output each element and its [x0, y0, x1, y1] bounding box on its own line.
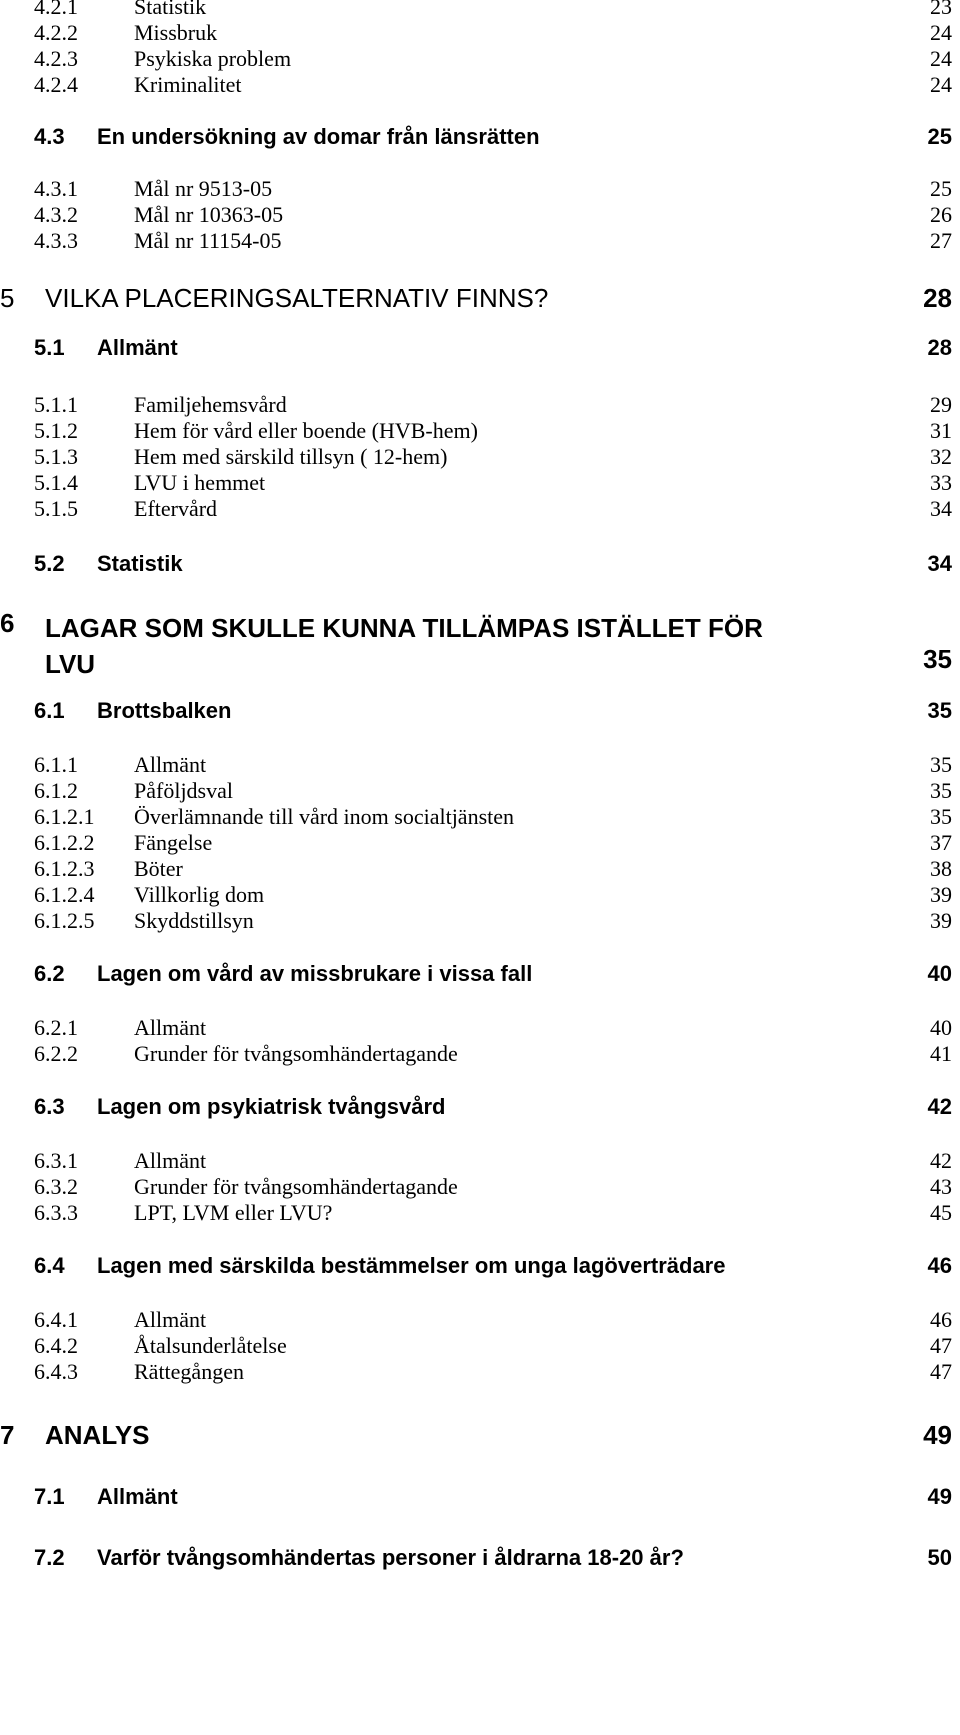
toc-entry-number: 6.1.2.2 [34, 830, 95, 855]
toc-entry-6-3-3[interactable] [0, 1202, 960, 1228]
toc-entry-6-3[interactable] [0, 1096, 960, 1126]
toc-entry-6-1[interactable] [0, 700, 960, 730]
toc-entry-title [97, 1547, 684, 1569]
toc-entry-5-1-3[interactable] [0, 446, 960, 472]
toc-entry-number: 6.2.2 [34, 1041, 78, 1066]
toc-entry-page-number: 28 [927, 335, 952, 360]
toc-entry-page-number: 47 [930, 1359, 952, 1384]
toc-entry-title [134, 1176, 458, 1198]
toc-entry-number: 6.4.1 [34, 1307, 78, 1332]
toc-entry-title [134, 472, 265, 494]
toc-entry-4-3-3[interactable] [0, 230, 960, 256]
toc-entry-number: 6.4.3 [34, 1359, 78, 1384]
toc-entry-number: 6.1.2 [34, 778, 78, 803]
toc-entry-page-number: 25 [930, 176, 952, 201]
toc-entry-title-text: Allmänt [134, 1307, 207, 1332]
toc-entry-4-2-2[interactable] [0, 22, 960, 48]
toc-entry-page-number: 25 [927, 124, 952, 149]
toc-entry-page-number: 29 [930, 392, 952, 417]
toc-entry-5-1-5[interactable] [0, 498, 960, 524]
toc-entry-page-number: 35 [930, 752, 952, 777]
toc-entry-page-number: 47 [930, 1333, 952, 1358]
toc-entry-number: 6.3.2 [34, 1174, 78, 1199]
toc-entry-title [134, 22, 217, 44]
toc-entry-title-text: Villkorlig dom [134, 882, 265, 907]
toc-entry-number: 6.4.2 [34, 1333, 78, 1358]
toc-entry-page-number: 35 [927, 698, 952, 723]
toc-entry-title [97, 963, 532, 985]
toc-entry-number: 5 [0, 283, 15, 313]
toc-entry-title [45, 285, 548, 311]
toc-entry-6-3-1[interactable] [0, 1150, 960, 1176]
toc-entry-title [134, 1361, 244, 1383]
toc-entry-5-1-4[interactable] [0, 472, 960, 498]
toc-entry-page-number: 24 [930, 20, 952, 45]
toc-entry-title [134, 230, 281, 252]
toc-entry-number: 4.3.3 [34, 228, 78, 253]
toc-entry-number: 6 [0, 608, 15, 638]
toc-entry-number: 5.1.4 [34, 470, 78, 495]
toc-entry-6-4-3[interactable] [0, 1361, 960, 1387]
toc-entry-6-2[interactable] [0, 963, 960, 993]
toc-entry-title-text: Fängelse [134, 830, 213, 855]
toc-entry-4-2-3[interactable] [0, 48, 960, 74]
toc-entry-title [134, 1335, 287, 1357]
toc-entry-title-text: Rättegången [134, 1359, 244, 1384]
toc-entry-title [97, 1255, 725, 1277]
toc-entry-title [134, 1150, 206, 1172]
toc-entry-title [134, 832, 212, 854]
toc-entry-6-4[interactable] [0, 1255, 960, 1285]
toc-entry-title [97, 553, 183, 575]
toc-entry-7-2[interactable] [0, 1547, 960, 1577]
toc-entry-6-1-2-5[interactable] [0, 910, 960, 936]
toc-entry-number: 7.2 [34, 1545, 65, 1570]
toc-entry-title-text: Lagen om vård av missbrukare i vissa fall [97, 961, 533, 986]
toc-entry-page-number: 37 [930, 830, 952, 855]
toc-entry-6[interactable] [0, 610, 960, 682]
toc-entry-title-text: Mål nr 9513-05 [134, 176, 273, 201]
toc-entry-number: 4.2.1 [34, 0, 78, 19]
toc-entry-title-text: Mål nr 11154-05 [134, 228, 282, 253]
toc-entry-number: 4.2.4 [34, 72, 78, 97]
toc-entry-title [134, 806, 514, 828]
toc-entry-number: 6.3 [34, 1094, 65, 1119]
toc-entry-title-text: Lagen med särskilda bestämmelser om unga lagöverträdare [97, 1253, 726, 1278]
toc-entry-number: 5.1 [34, 335, 65, 360]
toc-entry-title [134, 1043, 458, 1065]
toc-entry-title [134, 910, 254, 932]
toc-entry-title-text: Statistik [134, 0, 207, 19]
toc-entry-number: 5.1.3 [34, 444, 78, 469]
toc-entry-number: 4.2.3 [34, 46, 78, 71]
toc-entry-page-number: 45 [930, 1200, 952, 1225]
toc-entry-page-number: 35 [930, 804, 952, 829]
toc-entry-number: 6.3.3 [34, 1200, 78, 1225]
toc-entry-number: 5.1.1 [34, 392, 78, 417]
toc-entry-title-text: Statistik [97, 551, 183, 576]
toc-entry-title [97, 700, 231, 722]
toc-entry-title-text: Påföljdsval [134, 778, 233, 803]
toc-entry-page-number: 40 [930, 1015, 952, 1040]
toc-entry-title-text: Psykiska problem [134, 46, 292, 71]
toc-entry-5-2[interactable] [0, 553, 960, 583]
toc-entry-number: 6.1.2.4 [34, 882, 95, 907]
toc-entry-page-number: 35 [930, 778, 952, 803]
toc-entry-title-text: Missbruk [134, 20, 218, 45]
toc-entry-number: 4.3.1 [34, 176, 78, 201]
toc-entry-page-number: 46 [930, 1307, 952, 1332]
toc-entry-title-text: En undersökning av domar från länsrätten [97, 124, 540, 149]
toc-entry-title-continued: LVU [45, 649, 96, 679]
toc-entry-title-text: Grunder för tvångsomhändertagande [134, 1041, 458, 1066]
toc-entry-title [134, 1202, 332, 1224]
toc-entry-page-number: 24 [930, 46, 952, 71]
toc-entry-4-2-1[interactable] [0, 0, 960, 22]
toc-entry-page-number: 42 [930, 1148, 952, 1173]
toc-entry-title-text: LVU i hemmet [134, 470, 266, 495]
toc-entry-title-text: ANALYS [45, 1420, 150, 1450]
toc-entry-page-number: 23 [930, 0, 952, 19]
toc-entry-title-text: Allmänt [97, 335, 178, 360]
toc-entry-page-number: 46 [927, 1253, 952, 1278]
toc-entry-number: 5.2 [34, 551, 65, 576]
toc-entry-title [97, 1486, 178, 1508]
toc-entry-title [97, 1096, 445, 1118]
toc-entry-number: 6.3.1 [34, 1148, 78, 1173]
toc-entry-title [134, 0, 206, 18]
toc-entry-number: 6.1.2.5 [34, 908, 95, 933]
toc-entry-6-1-2[interactable] [0, 780, 960, 806]
toc-entry-page-number: 24 [930, 72, 952, 97]
toc-entry-page-number: 27 [930, 228, 952, 253]
toc-entry-5-1[interactable] [0, 337, 960, 367]
toc-entry-page-number: 26 [930, 202, 952, 227]
toc-entry-number: 4.3 [34, 124, 65, 149]
toc-entry-4-3[interactable] [0, 126, 960, 156]
toc-entry-number: 6.1.2.1 [34, 804, 95, 829]
toc-entry-5[interactable] [0, 285, 960, 319]
toc-entry-title [134, 498, 217, 520]
toc-entry-6-1-2-1[interactable] [0, 806, 960, 832]
toc-entry-4-3-2[interactable] [0, 204, 960, 230]
toc-entry-7[interactable] [0, 1422, 960, 1456]
toc-entry-number: 5.1.2 [34, 418, 78, 443]
toc-entry-title [134, 754, 206, 776]
toc-entry-page-number: 34 [930, 496, 952, 521]
toc-entry-title [134, 446, 447, 468]
toc-entry-title-text: Skyddstillsyn [134, 908, 254, 933]
toc-entry-number: 6.1.1 [34, 752, 78, 777]
toc-entry-number: 4.3.2 [34, 202, 78, 227]
toc-entry-page-number: 35 [923, 644, 952, 674]
toc-entry-page-number: 41 [930, 1041, 952, 1066]
toc-entry-title [97, 126, 540, 148]
toc-entry-page-number: 32 [930, 444, 952, 469]
toc-entry-title [134, 1309, 206, 1331]
toc-entry-number: 7.1 [34, 1484, 65, 1509]
toc-entry-page-number: 31 [930, 418, 952, 443]
toc-entry-page-number: 33 [930, 470, 952, 495]
toc-entry-6-2-2[interactable] [0, 1043, 960, 1069]
toc-entry-page-number: 43 [930, 1174, 952, 1199]
toc-entry-title-text: Lagen om psykiatrisk tvångsvård [97, 1094, 446, 1119]
toc-entry-title-text: Familjehemsvård [134, 392, 287, 417]
toc-entry-title [134, 204, 283, 226]
toc-entry-page-number: 28 [923, 283, 952, 313]
toc-entry-title [97, 337, 178, 359]
toc-entry-title-text: Eftervård [134, 496, 218, 521]
toc-entry-page-number: 49 [927, 1484, 952, 1509]
toc-entry-title [45, 610, 763, 682]
toc-entry-6-1-2-3[interactable] [0, 858, 960, 884]
toc-entry-page-number: 42 [927, 1094, 952, 1119]
toc-entry-6-1-2-2[interactable] [0, 832, 960, 858]
toc-entry-7-1[interactable] [0, 1486, 960, 1516]
toc-entry-title-text: Allmänt [97, 1484, 178, 1509]
toc-entry-number: 7 [0, 1420, 15, 1450]
toc-entry-number: 6.2.1 [34, 1015, 78, 1040]
toc-entry-page-number: 38 [930, 856, 952, 881]
toc-entry-number: 6.2 [34, 961, 65, 986]
toc-entry-number: 6.1.2.3 [34, 856, 95, 881]
toc-entry-page-number: 39 [930, 908, 952, 933]
toc-entry-title [134, 884, 264, 906]
toc-entry-title-text: VILKA PLACERINGSALTERNATIV FINNS? [45, 283, 549, 313]
toc-entry-title-text: Grunder för tvångsomhändertagande [134, 1174, 458, 1199]
toc-entry-title [45, 1422, 150, 1448]
toc-entry-title [134, 394, 287, 416]
toc-entry-title-text: Allmänt [134, 1148, 207, 1173]
toc-entry-page-number: 40 [927, 961, 952, 986]
toc-entry-page-number: 34 [927, 551, 952, 576]
toc-entry-title [134, 74, 242, 96]
toc-entry-title-text: Hem med särskild tillsyn ( 12-hem) [134, 444, 448, 469]
toc-entry-title-text: Mål nr 10363-05 [134, 202, 284, 227]
toc-entry-title-text: LAGAR SOM SKULLE KUNNA TILLÄMPAS ISTÄLLET FÖR [45, 613, 763, 643]
toc-entry-5-1-1[interactable] [0, 394, 960, 420]
toc-entry-6-3-2[interactable] [0, 1176, 960, 1202]
toc-entry-6-1-2-4[interactable] [0, 884, 960, 910]
toc-entry-6-2-1[interactable] [0, 1017, 960, 1043]
toc-entry-title-text: Varför tvångsomhändertas personer i åldrarna 18-20 år? [97, 1545, 684, 1570]
toc-entry-title [134, 858, 183, 880]
toc-entry-title-text: Böter [134, 856, 183, 881]
toc-entry-number: 4.2.2 [34, 20, 78, 45]
toc-entry-page-number: 49 [923, 1420, 952, 1450]
toc-entry-title-text: Åtalsunderlåtelse [134, 1333, 287, 1358]
toc-entry-title [134, 420, 478, 442]
toc-entry-title [134, 780, 233, 802]
toc-entry-title-text: Brottsbalken [97, 698, 232, 723]
toc-entry-4-2-4[interactable] [0, 74, 960, 100]
toc-entry-title-text: Kriminalitet [134, 72, 242, 97]
toc-entry-6-4-2[interactable] [0, 1335, 960, 1361]
toc-entry-title [134, 1017, 206, 1039]
toc-entry-5-1-2[interactable] [0, 420, 960, 446]
toc-entry-title [134, 48, 291, 70]
toc-entry-6-1-1[interactable] [0, 754, 960, 780]
toc-entry-number: 6.1 [34, 698, 65, 723]
toc-entry-page-number: 50 [927, 1545, 952, 1570]
toc-entry-title-text: Allmänt [134, 752, 207, 777]
toc-entry-title-text: Hem för vård eller boende (HVB-hem) [134, 418, 478, 443]
toc-entry-page-number: 39 [930, 882, 952, 907]
toc-entry-4-3-1[interactable] [0, 178, 960, 204]
toc-entry-title-text: Överlämnande till vård inom socialtjänsten [134, 804, 515, 829]
toc-entry-number: 6.4 [34, 1253, 65, 1278]
toc-entry-title-text: Allmänt [134, 1015, 207, 1040]
toc-entry-6-4-1[interactable] [0, 1309, 960, 1335]
toc-entry-number: 5.1.5 [34, 496, 78, 521]
toc-entry-title [134, 178, 272, 200]
toc-entry-title-text: LPT, LVM eller LVU? [134, 1200, 333, 1225]
